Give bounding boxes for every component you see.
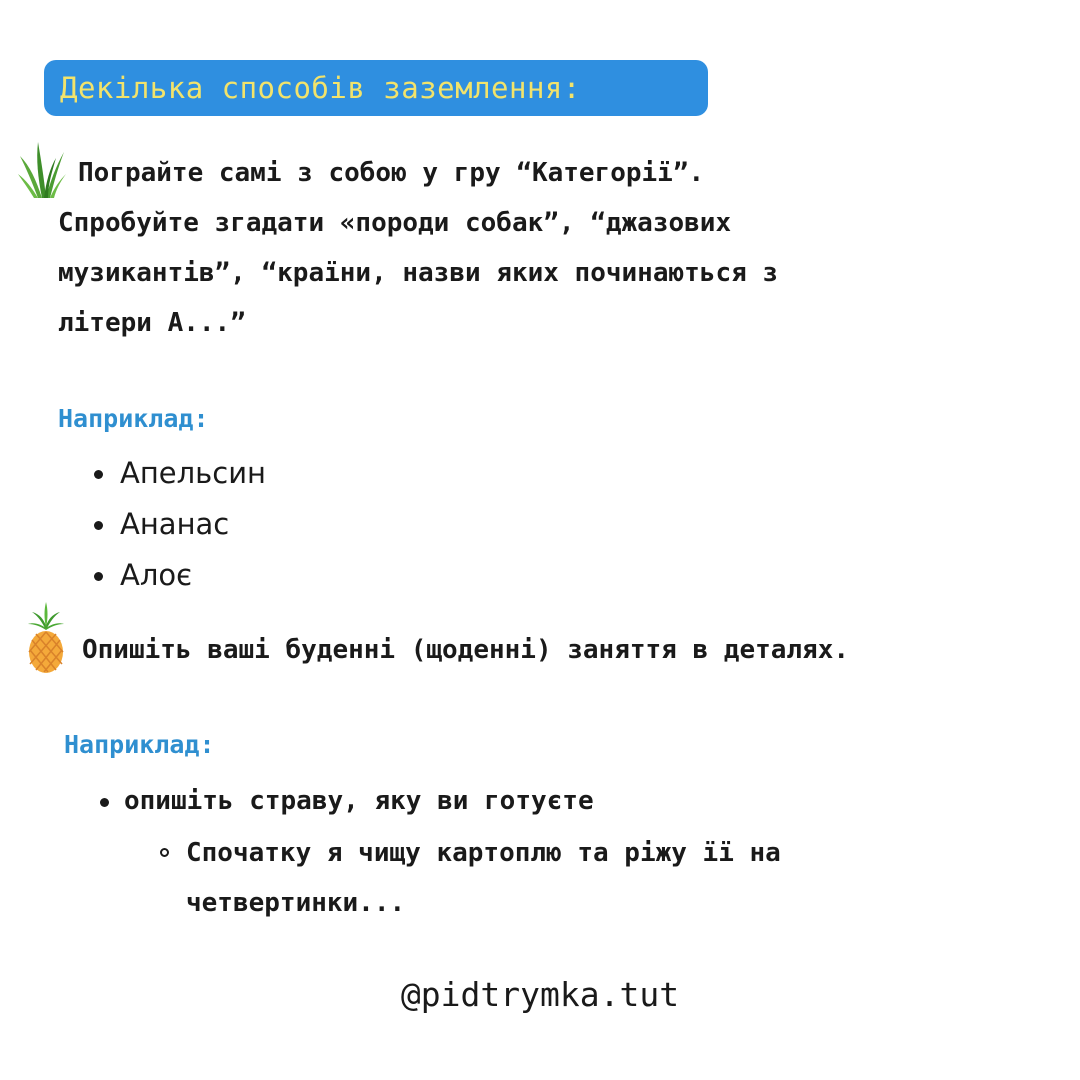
example-list [92,448,266,601]
title: Декілька способів заземлення: [60,71,581,105]
section1-line: музикантів”, “країни, назви яких починаються з [58,258,779,288]
list-item: Апельсин [92,448,266,499]
title-banner [44,60,708,116]
section1-line: Пограйте самі з собою у гру “Категорії”. [78,158,705,188]
list-item [100,778,594,824]
section1-paragraph [58,148,1018,348]
account-handle: @pidtrymka.tut [400,975,680,1014]
sub-bullet-line: четвертинки... [186,888,406,918]
pineapple-icon [22,602,70,674]
example-label: Наприклад: [64,730,215,759]
section1-line: Спробуйте згадати «породи собак”, “джазових [58,208,732,238]
list-item: Алоє [92,550,266,601]
section2-text: Опишіть ваші буденні (щоденні) заняття в деталях. [82,635,850,665]
bullet-text: опишіть страву, яку ви готуєте [124,786,594,816]
bullet-ring [160,848,169,857]
sub-bullet-line: Спочатку я чищу картоплю та ріжу її на [186,838,781,868]
sub-list-item [160,828,960,928]
bullet-dot [100,798,109,807]
list-item: Ананас [92,499,266,550]
section1-line: літери А...” [58,308,246,338]
example-label: Наприклад: [58,404,209,433]
